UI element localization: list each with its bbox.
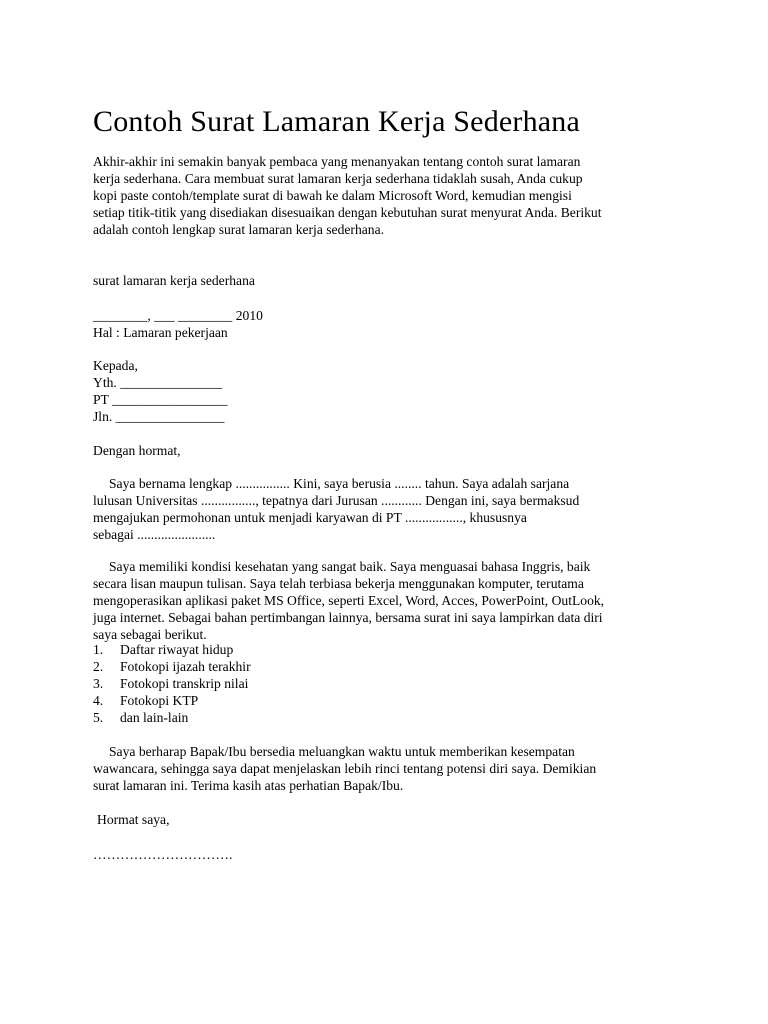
paragraph-line: Saya memiliki kondisi kesehatan yang sangat baik. Saya menguasai bahasa Inggris, baik [109, 559, 591, 574]
recipient-heading: Kepada, [93, 358, 138, 373]
paragraph-line: Saya berharap Bapak/Ibu bersedia meluangkan waktu untuk memberikan kesempatan [109, 744, 575, 759]
paragraph-line: sebagai ....................... [93, 527, 216, 542]
list-item [93, 675, 251, 692]
paragraph-line: mengajukan permohonan untuk menjadi karyawan di PT ................., khususnya [93, 510, 527, 525]
list-item-text: dan lain-lain [120, 710, 189, 725]
list-item-number: 4. [93, 693, 104, 708]
salutation: Dengan hormat, [93, 443, 181, 458]
date-line: ________, ___ ________ 2010 [93, 308, 263, 323]
paragraph-closing [93, 743, 713, 794]
list-item-text: Fotokopi transkrip nilai [120, 676, 249, 691]
paragraph-line: saya sebagai berikut. [93, 627, 207, 642]
document-title: Contoh Surat Lamaran Kerja Sederhana [93, 105, 581, 138]
caption: surat lamaran kerja sederhana [93, 273, 255, 288]
intro-line: adalah contoh lengkap surat lamaran kerja sederhana. [93, 222, 384, 237]
list-item-number: 2. [93, 659, 104, 674]
signature-line: …………………………. [93, 847, 233, 862]
paragraph-line: Saya bernama lengkap ................ Kini, saya berusia ........ tahun. Saya adalah sarjana [109, 476, 570, 491]
recipient-name-line: Yth. _______________ [93, 375, 223, 390]
list-item-number: 3. [93, 676, 104, 691]
recipient-company-line: PT _________________ [93, 392, 228, 407]
paragraph-line: lulusan Universitas ................, tepatnya dari Jurusan ............ Dengan ini, saya bermaksud [93, 493, 580, 508]
list-item-text: Fotokopi KTP [120, 693, 199, 708]
list-item [93, 658, 251, 675]
paragraph-line: juga internet. Sebagai bahan pertimbangan lainnya, bersama surat ini saya lampirkan data diri [93, 610, 603, 625]
list-item-text: Fotokopi ijazah terakhir [120, 659, 251, 674]
paragraph-line: mengoperasikan aplikasi paket MS Office, seperti Excel, Word, Acces, PowerPoint, OutLook, [93, 593, 605, 608]
paragraph-line: secara lisan maupun tulisan. Saya telah terbiasa bekerja menggunakan komputer, terutama [93, 576, 584, 591]
paragraph-line: wawancara, sehingga saya dapat menjelaskan lebih rinci tentang potensi diri saya. Demikian [93, 761, 597, 776]
intro-line: setiap titik-titik yang disediakan disesuaikan dengan kebutuhan surat menyurat Anda. Berikut [93, 205, 602, 220]
intro-line: Akhir-akhir ini semakin banyak pembaca yang menanyakan tentang contoh surat lamaran [93, 154, 581, 169]
recipient-address-line: Jln. ________________ [93, 409, 225, 424]
closing-phrase: Hormat saya, [97, 812, 170, 827]
list-item [93, 709, 251, 726]
paragraph-personal [93, 475, 713, 543]
paragraph-skills [93, 558, 713, 643]
intro-line: kerja sederhana. Cara membuat surat lamaran kerja sederhana tidaklah susah, Anda cukup [93, 171, 583, 186]
paragraph-line: surat lamaran ini. Terima kasih atas perhatian Bapak/Ibu. [93, 778, 404, 793]
list-item-number: 1. [93, 642, 104, 657]
intro-paragraph [93, 153, 653, 238]
list-item-number: 5. [93, 710, 104, 725]
list-item [93, 641, 251, 658]
list-item-text: Daftar riwayat hidup [120, 642, 234, 657]
subject-line: Hal : Lamaran pekerjaan [93, 325, 228, 340]
list-item [93, 692, 251, 709]
intro-line: kopi paste contoh/template surat di bawah ke dalam Microsoft Word, kemudian mengisi [93, 188, 572, 203]
attachment-list [93, 641, 251, 726]
